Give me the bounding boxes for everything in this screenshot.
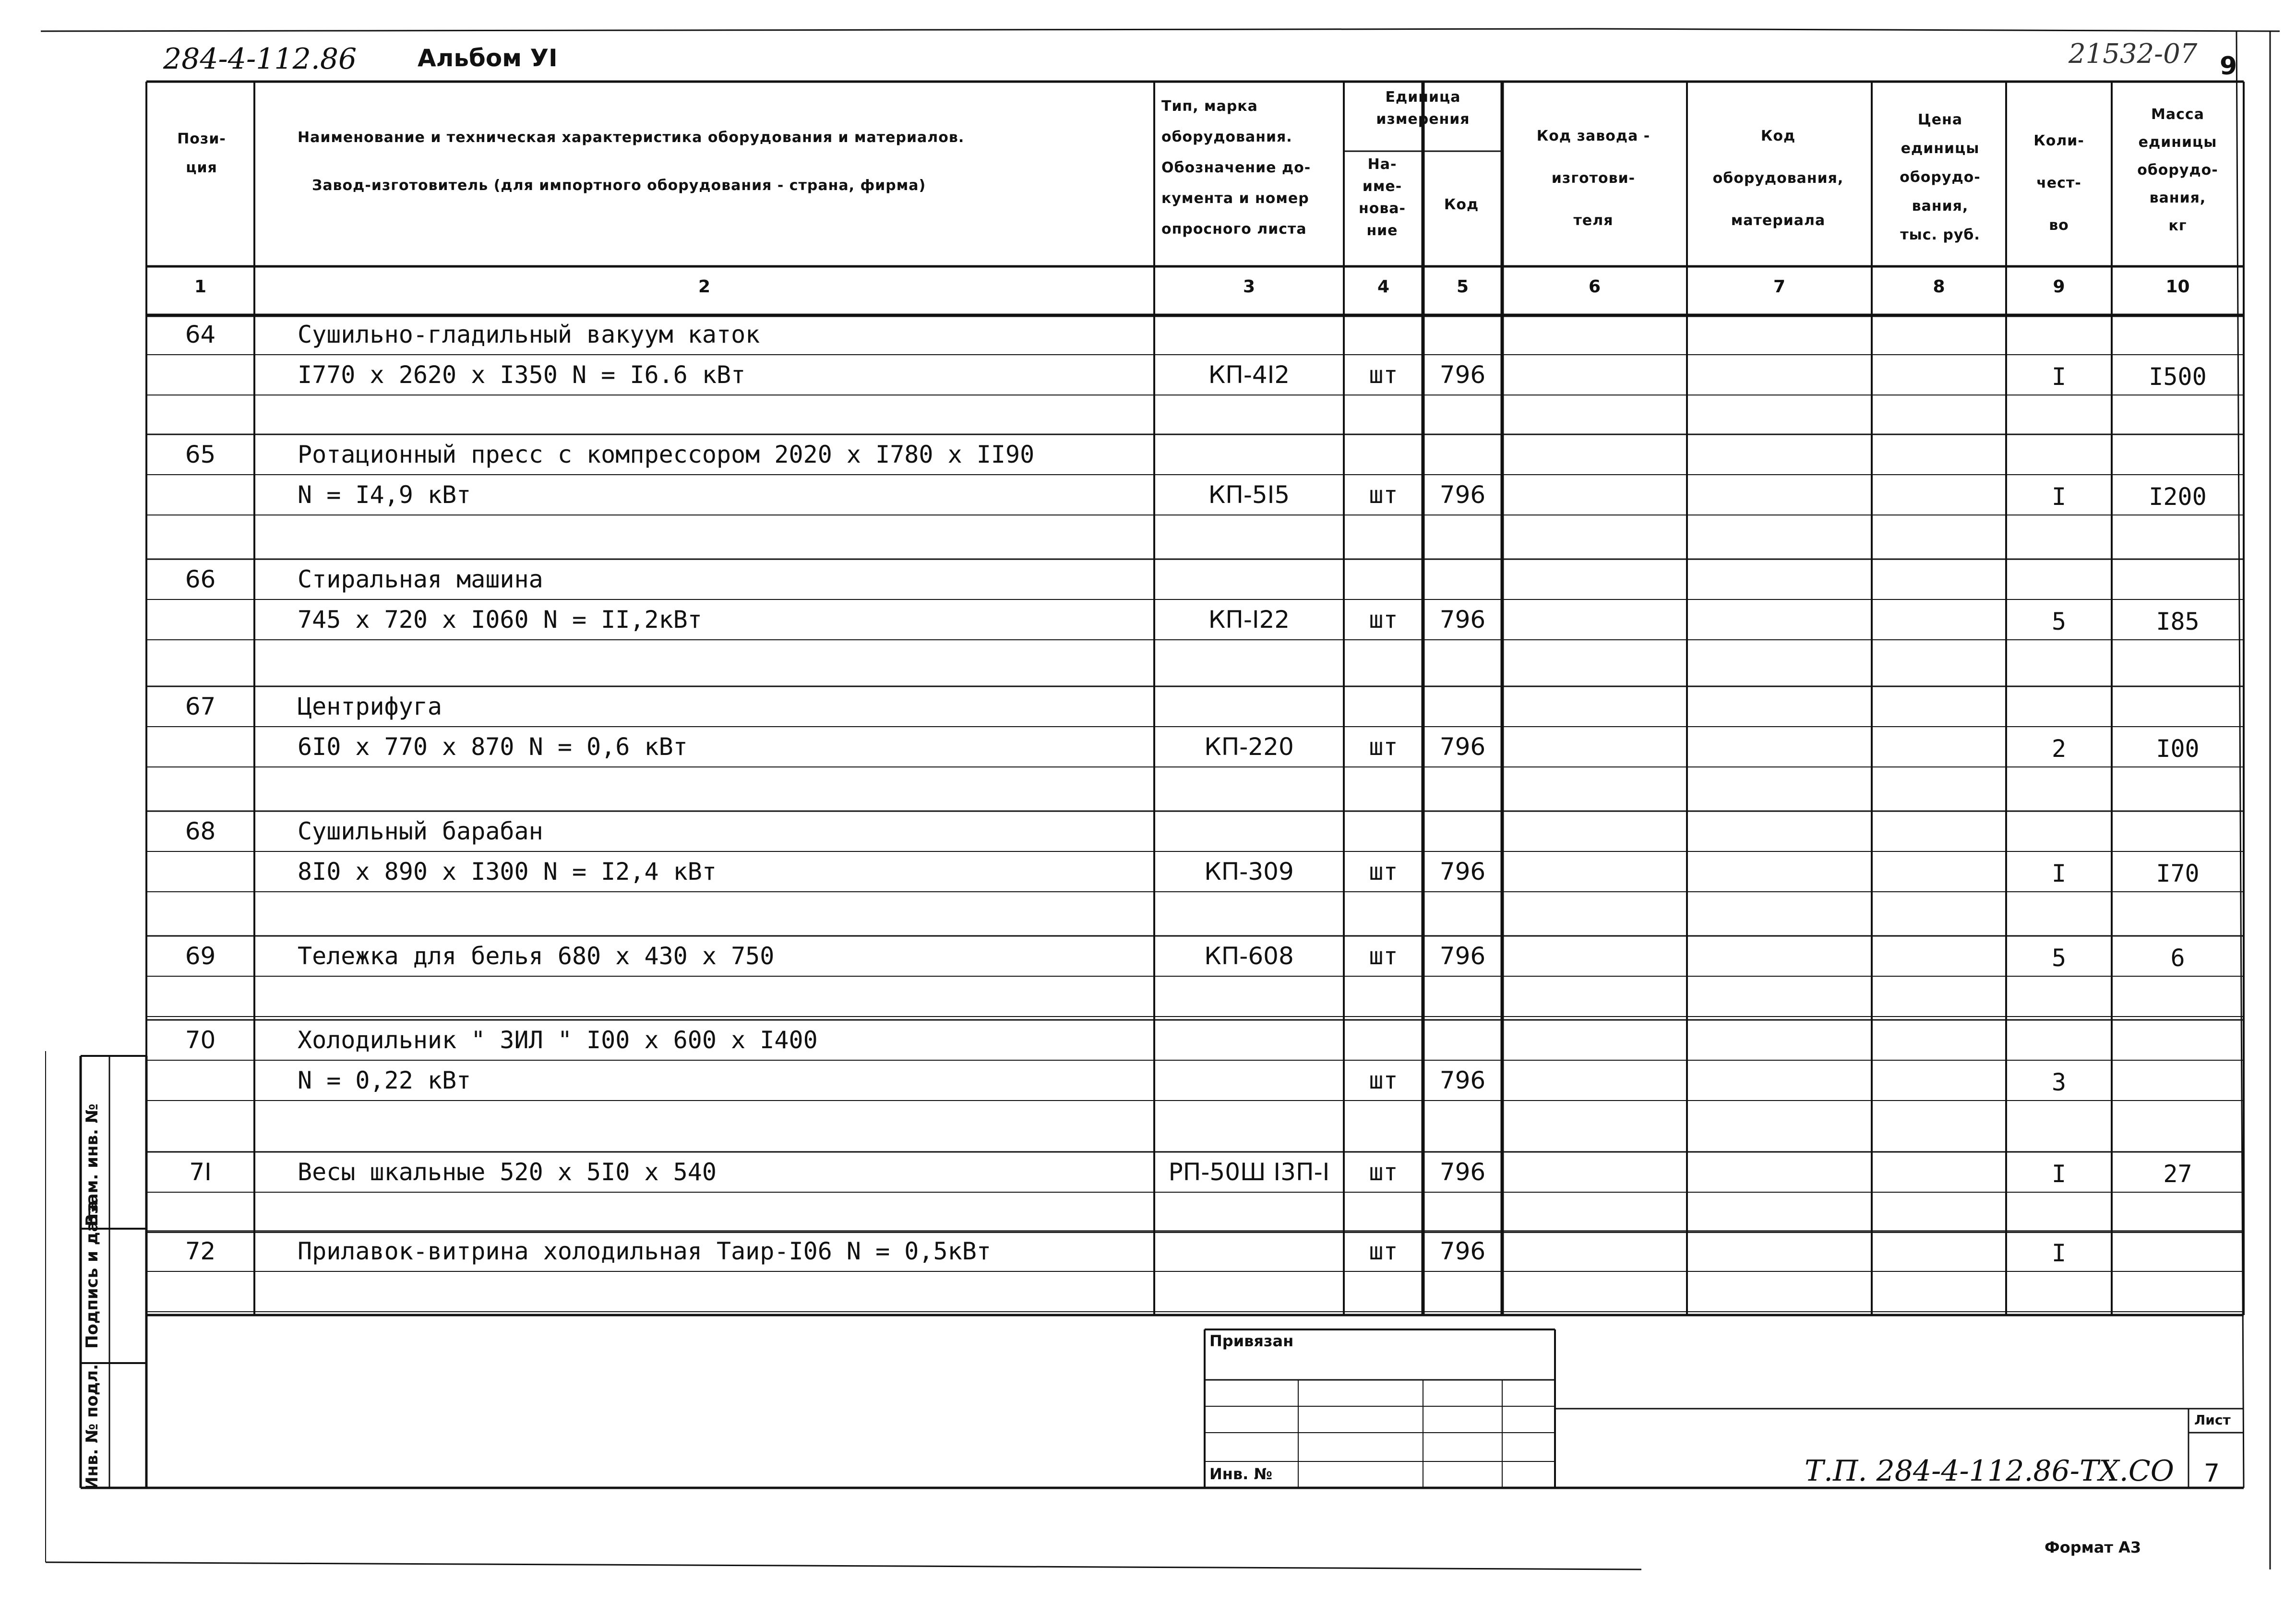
inventory-number: 21532-07 <box>2069 38 2198 70</box>
item-unit-code: 796 <box>1439 1237 1486 1265</box>
item-unit-code: 796 <box>1439 481 1486 509</box>
item-name: Прилавок-витрина холодильная Таир-I06 N = 0,5кВт <box>298 1237 991 1265</box>
column-number: 4 <box>1377 277 1390 297</box>
item-position: 64 <box>185 321 216 348</box>
item-spec: I770 x 2620 x I350 N = I6.6 кВт <box>298 361 746 389</box>
item-type: КП-4I2 <box>1208 361 1290 389</box>
item-quantity: 3 <box>2051 1068 2067 1096</box>
column-number: 10 <box>2165 277 2190 297</box>
item-position: 68 <box>185 817 216 845</box>
item-unit-code: 796 <box>1439 858 1486 886</box>
item-name: Холодильник " ЗИЛ " I00 x 600 x I400 <box>298 1026 818 1054</box>
column-number: 2 <box>698 277 711 297</box>
grid-line <box>46 1562 1641 1569</box>
item-name: Тележка для белья 680 x 430 x 750 <box>298 942 775 970</box>
column-number: 6 <box>1588 277 1601 297</box>
item-mass: I200 <box>2149 483 2207 511</box>
item-position: 72 <box>185 1237 216 1265</box>
item-type: КП-220 <box>1204 733 1294 761</box>
stamp-designation: Т.П. 284-4-112.86-ТХ.СО <box>1805 1454 2174 1488</box>
item-unit-code: 796 <box>1439 606 1486 634</box>
item-unit: шт <box>1369 733 1398 761</box>
col-header-name-line2: Завод-изготовитель (для импортного оборудования - страна, фирма) <box>312 177 926 194</box>
item-position: 69 <box>185 942 216 970</box>
item-unit: шт <box>1369 481 1398 509</box>
stamp-inv-label: Инв. № <box>1209 1465 1272 1483</box>
item-unit-code: 796 <box>1439 1158 1486 1186</box>
item-unit-code: 796 <box>1439 1066 1486 1094</box>
item-unit: шт <box>1369 361 1398 389</box>
item-quantity: 5 <box>2051 944 2067 972</box>
item-position: 65 <box>185 441 216 468</box>
item-quantity: I <box>2051 860 2067 887</box>
item-unit-code: 796 <box>1439 733 1486 761</box>
item-mass: I00 <box>2156 735 2200 763</box>
column-number: 3 <box>1243 277 1256 297</box>
item-mass: I70 <box>2156 860 2200 887</box>
item-mass: 6 <box>2170 944 2185 972</box>
item-unit-code: 796 <box>1439 361 1486 389</box>
item-position: 67 <box>185 693 216 720</box>
col-header-price: Цена единицы оборудо- вания, тыс. руб. <box>1900 111 1981 243</box>
col-header-type: Тип, марка оборудования. Обозначение до- кумента и номер опросного листа <box>1161 98 1311 238</box>
item-name: Весы шкальные 520 x 5I0 x 540 <box>298 1158 717 1186</box>
side-stamp-original-inv: Инв. № подл. <box>83 1364 102 1490</box>
item-unit: шт <box>1369 1066 1398 1094</box>
item-unit-code: 796 <box>1439 942 1486 970</box>
col-header-equipment-code: Код оборудования, материала <box>1712 128 1844 229</box>
col-header-name-line1: Наименование и техническая характеристика оборудования и материалов. <box>298 129 965 146</box>
item-type: КП-608 <box>1204 942 1294 970</box>
column-number: 7 <box>1773 277 1786 297</box>
col-header-position: Пози- ция <box>177 131 226 176</box>
item-quantity: 2 <box>2051 735 2067 763</box>
item-name: Стиральная машина <box>298 565 543 593</box>
col-header-factory-code: Код завода - изготови- теля <box>1536 128 1650 229</box>
item-unit: шт <box>1369 1158 1398 1186</box>
item-mass: 27 <box>2163 1160 2192 1188</box>
item-name: Сушильный барабан <box>298 817 543 845</box>
stamp-bound-label: Привязан <box>1209 1332 1294 1350</box>
item-position: 7I <box>189 1158 212 1186</box>
side-stamp-replaced-inv: Взам. инв. № <box>83 1103 102 1226</box>
item-unit: шт <box>1369 942 1398 970</box>
column-number: 5 <box>1456 277 1469 297</box>
item-spec: 745 x 720 x I060 N = II,2кВт <box>298 606 702 634</box>
column-number: 9 <box>2053 277 2065 297</box>
item-spec: 8I0 x 890 x I300 N = I2,4 кВт <box>298 858 717 886</box>
item-unit: шт <box>1369 858 1398 886</box>
item-quantity: I <box>2051 1160 2067 1188</box>
item-mass: I500 <box>2149 363 2207 391</box>
item-quantity: I <box>2051 483 2067 511</box>
album-label: Альбом УI <box>418 44 558 72</box>
item-position: 66 <box>185 565 216 593</box>
col-header-quantity: Коли- чест- во <box>2033 132 2084 234</box>
item-mass: I85 <box>2156 608 2200 635</box>
document-number: 284-4-112.86 <box>163 42 357 76</box>
item-name: Сушильно-гладильный вакуум каток <box>298 321 760 348</box>
column-number: 1 <box>194 277 207 297</box>
col-header-unit-code: Код <box>1444 196 1479 213</box>
item-quantity: I <box>2051 363 2067 391</box>
item-unit: шт <box>1369 1237 1398 1265</box>
item-type: КП-5I5 <box>1208 481 1290 509</box>
item-name: Центрифуга <box>298 693 442 720</box>
col-header-mass: Масса единицы оборудо- вания, кг <box>2137 106 2218 234</box>
item-unit: шт <box>1369 606 1398 634</box>
col-header-unit-name: На- име- нова- ние <box>1358 156 1406 239</box>
stamp-sheet-label: Лист <box>2194 1412 2231 1428</box>
column-number: 8 <box>1933 277 1945 297</box>
format-label: Формат А3 <box>2045 1538 2141 1556</box>
item-spec: 6I0 x 770 x 870 N = 0,6 кВт <box>298 733 688 761</box>
stamp-sheet-number: 7 <box>2204 1459 2220 1488</box>
item-type: КП-309 <box>1204 858 1294 886</box>
item-spec: N = 0,22 кВт <box>298 1066 471 1094</box>
item-type: РП-50Ш I3П-I <box>1168 1158 1330 1186</box>
item-quantity: I <box>2051 1239 2067 1267</box>
item-name: Ротационный пресс с компрессором 2020 x I780 x II90 <box>298 441 1035 468</box>
side-stamp-signature-date: Подпись и дата <box>83 1200 102 1349</box>
item-type: КП-I22 <box>1208 606 1290 634</box>
item-position: 70 <box>185 1026 216 1054</box>
col-header-unit-group: Единица измерения <box>1376 89 1470 128</box>
grid-line <box>1593 29 2280 31</box>
grid-line <box>41 29 1593 31</box>
item-spec: N = I4,9 кВт <box>298 481 471 509</box>
item-quantity: 5 <box>2051 608 2067 635</box>
page-number: 9 <box>2220 52 2237 81</box>
